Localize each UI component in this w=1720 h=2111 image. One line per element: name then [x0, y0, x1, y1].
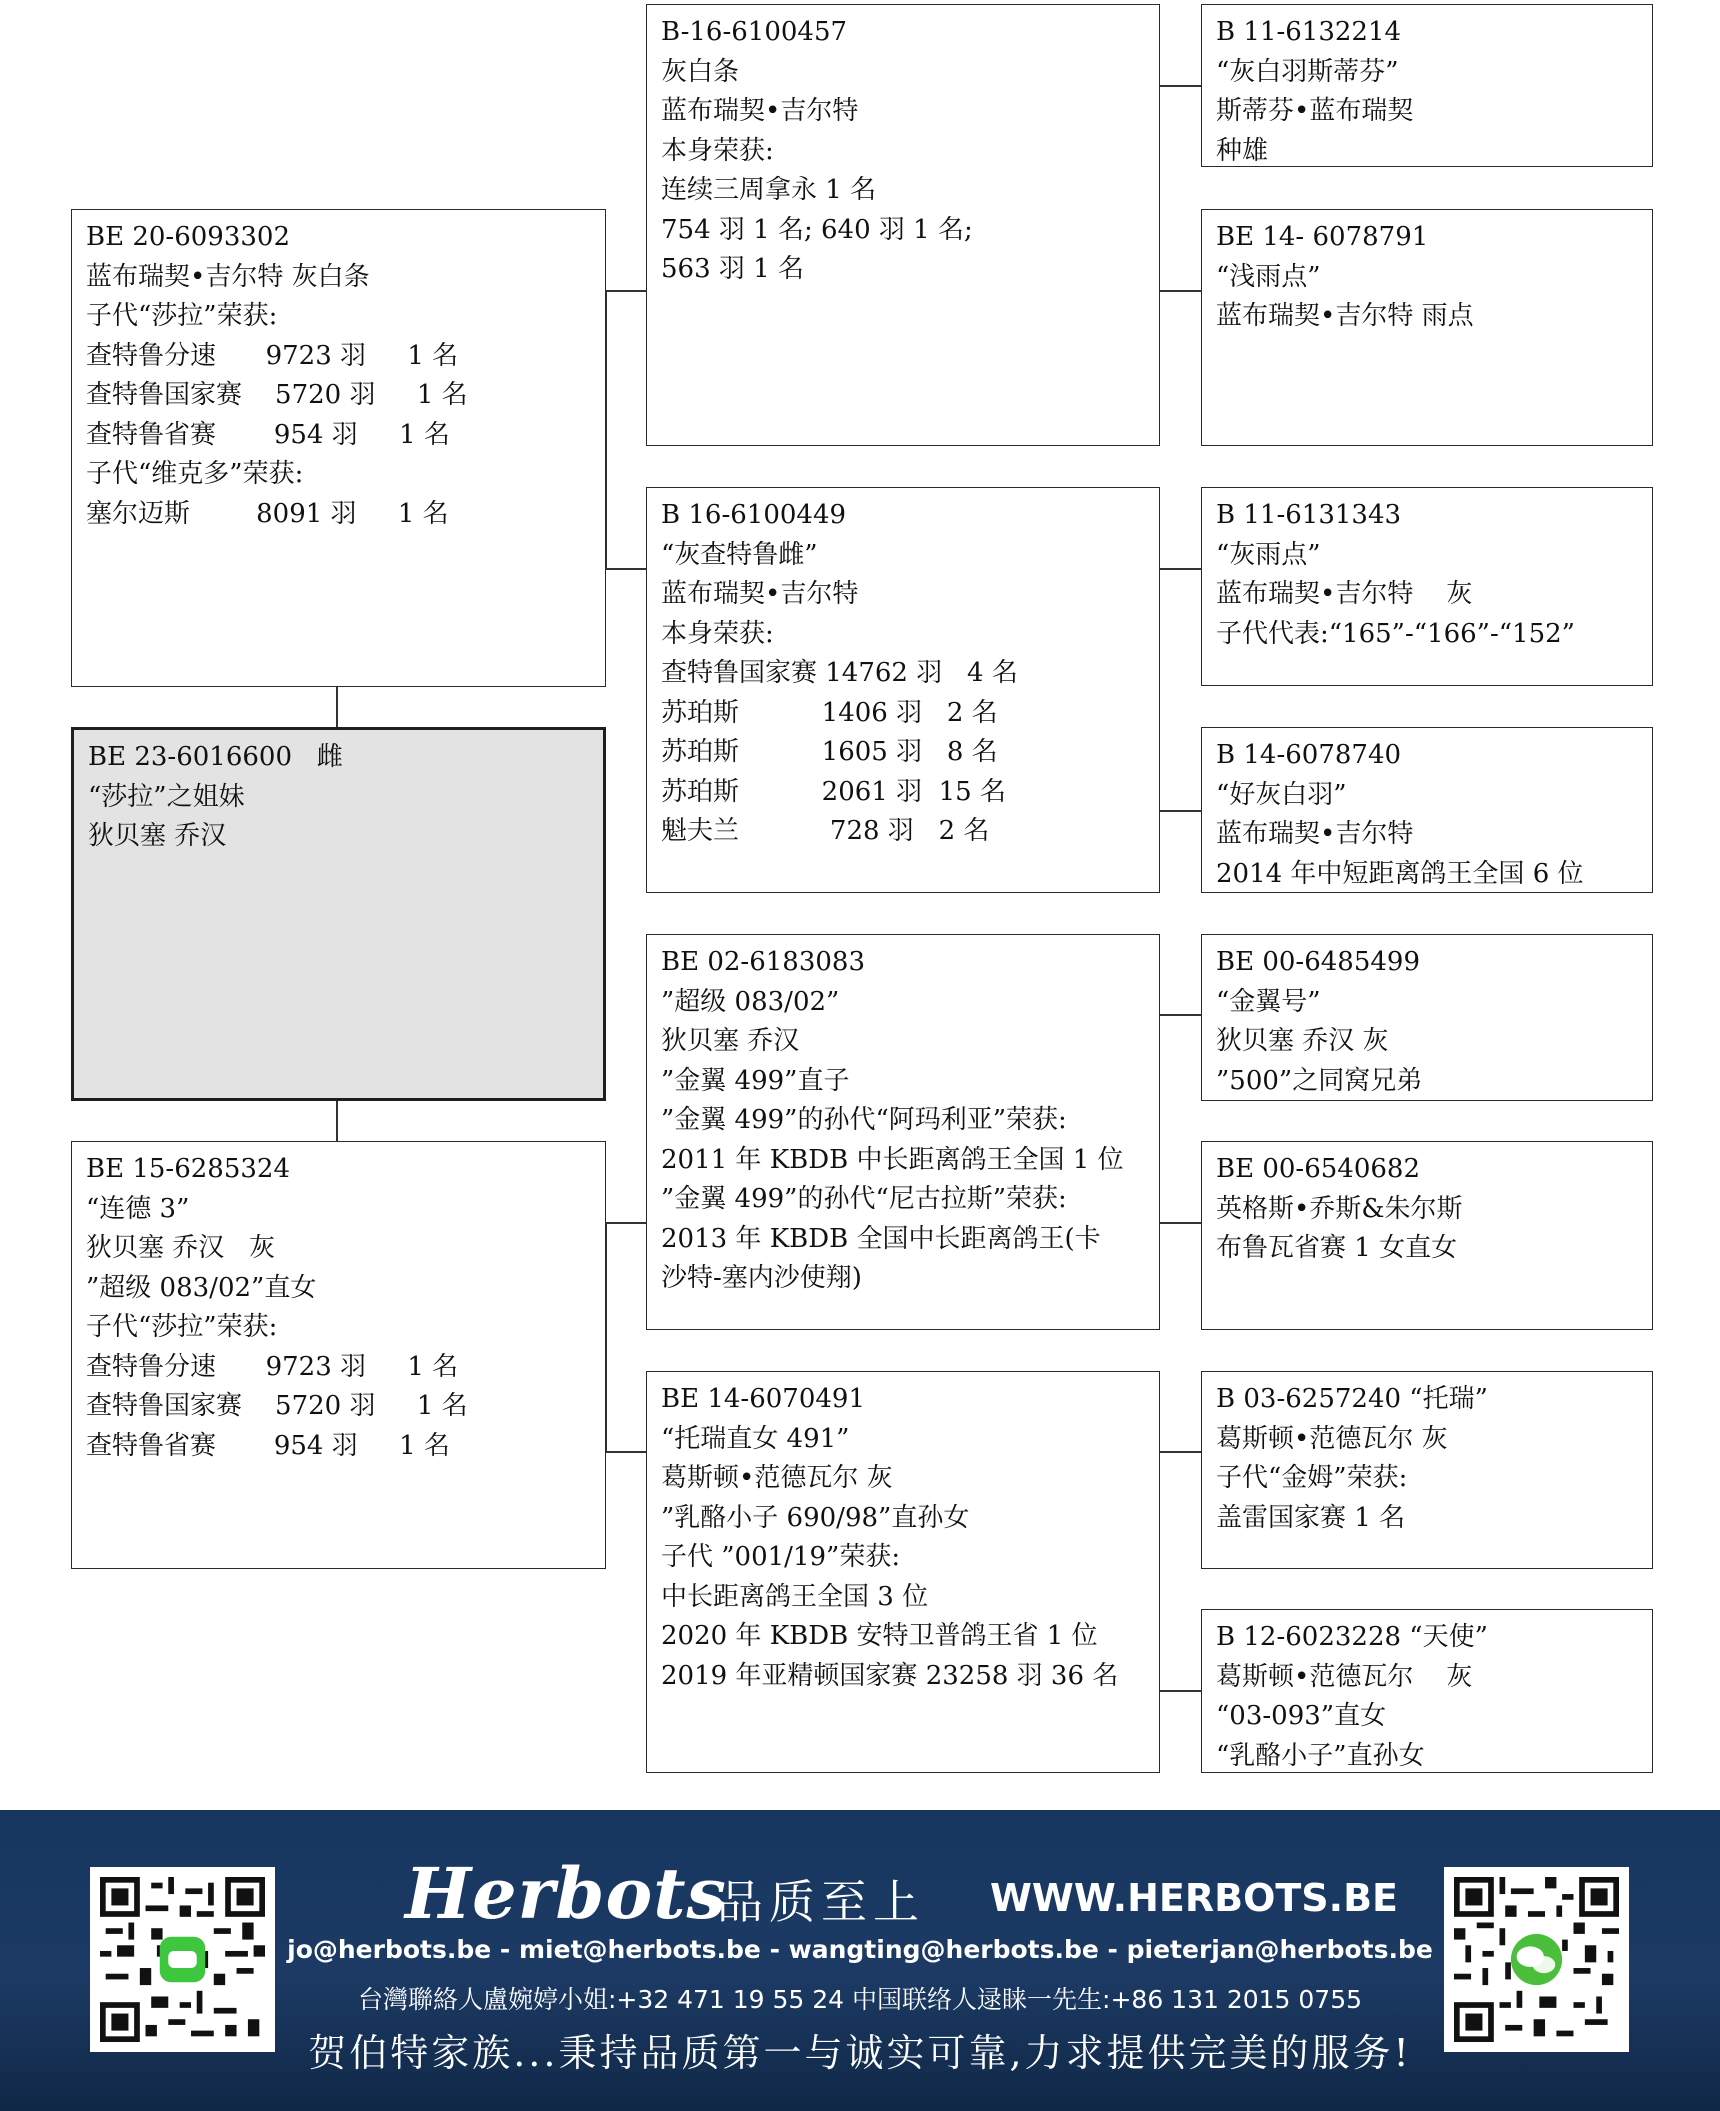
ring-number: B 14-6078740: [1216, 740, 1402, 770]
pedigree-line: 查特鲁分速 9723 羽 1 名: [86, 340, 459, 371]
pedigree-line: 本身荣获:: [661, 135, 774, 166]
connector: [1159, 1222, 1201, 1224]
pedigree-line: ”金翼 499”直子: [661, 1065, 850, 1096]
ring-number: BE 14- 6078791: [1216, 222, 1429, 252]
connector: [1159, 810, 1201, 812]
pedigree-line: “乳酪小子”直孙女: [1216, 1740, 1425, 1771]
ring-number: BE 02-6183083: [661, 947, 866, 977]
ds-sire-card: [1201, 934, 1653, 1101]
pedigree-line: 查特鲁省赛 954 羽 1 名: [86, 419, 450, 450]
pedigree-line: 蓝布瑞契•吉尔特: [661, 96, 859, 126]
sire-dam-card: [646, 487, 1160, 893]
dam-sire-card: [646, 934, 1160, 1330]
pedigree-line: 子代“莎拉”荣获:: [86, 301, 278, 331]
pedigree-line: 中长距离鸽王全国 3 位: [661, 1581, 929, 1612]
ring-number: BE 00-6485499: [1216, 947, 1421, 977]
sd-sire-card: [1201, 487, 1653, 686]
ds-dam-card: [1201, 1141, 1653, 1330]
pedigree-line: 查特鲁国家赛 14762 羽 4 名: [661, 658, 1018, 688]
subject-card: [71, 727, 606, 1101]
pedigree-line: 种雄: [1216, 135, 1269, 166]
pedigree-line: 塞尔迈斯 8091 羽 1 名: [86, 498, 449, 529]
pedigree-line: 狄贝塞 乔汉: [661, 1026, 800, 1056]
pedigree-line: 狄贝塞 乔汉 灰: [86, 1233, 276, 1263]
slogan: 品质至上: [717, 1875, 925, 1929]
sd-dam-card: [1201, 727, 1653, 893]
pedigree-line: 斯蒂芬•蓝布瑞契: [1216, 96, 1414, 126]
pedigree-line: 蓝布瑞契•吉尔特: [1216, 819, 1414, 849]
dd-sire-card: [1201, 1371, 1653, 1569]
pedigree-line: 2013 年 KBDB 全国中长距离鸽王(卡: [661, 1223, 1101, 1254]
pedigree-line: 狄贝塞 乔汉 灰: [1216, 1026, 1389, 1056]
ring-number: B 12-6023228 “天使”: [1216, 1622, 1488, 1652]
connector: [605, 1451, 646, 1453]
contact-numbers: 台灣聯絡人盧婉婷小姐:+32 471 19 55 24 中国联络人逯睐一先生:+86 131 2015 0755: [357, 1985, 1363, 2014]
pedigree-line: “灰查特鲁雌”: [661, 539, 818, 570]
pedigree-line: 苏珀斯 1406 羽 2 名: [661, 697, 998, 728]
connector: [605, 290, 646, 292]
pedigree-line: 查特鲁分速 9723 羽 1 名: [86, 1351, 459, 1382]
pedigree-line: “浅雨点”: [1216, 261, 1321, 292]
ring-number: B 11-6132214: [1216, 17, 1402, 47]
pedigree-line: 狄贝塞 乔汉: [88, 821, 227, 851]
pedigree-line: “金翼号”: [1216, 986, 1321, 1017]
pedigree-line: 2014 年中短距离鸽王全国 6 位: [1216, 858, 1584, 889]
dam-card: [71, 1141, 606, 1569]
pedigree-line: 英格斯•乔斯&朱尔斯: [1216, 1193, 1463, 1224]
pedigree-line: 葛斯顿•范德瓦尔 灰: [1216, 1661, 1473, 1692]
connector: [1159, 85, 1201, 87]
ring-number: B 03-6257240 “托瑞”: [1216, 1384, 1488, 1414]
sire-card: [71, 209, 606, 687]
tagline: 贺伯特家族...秉持品质第一与诚实可靠,力求提供完美的服务!: [308, 2031, 1412, 2075]
ss-dam-card: [1201, 209, 1653, 446]
pedigree-line: 2020 年 KBDB 安特卫普鸽王省 1 位: [661, 1621, 1098, 1651]
herbots-logo: Herbots: [405, 1852, 727, 1935]
pedigree-line: ”超级 083/02”: [661, 986, 840, 1017]
sire-sire-card: [646, 4, 1160, 446]
pedigree-line: 查特鲁国家赛 5720 羽 1 名: [86, 1391, 468, 1421]
ring-number: BE 15-6285324: [86, 1154, 291, 1184]
ring-number: B 11-6131343: [1216, 500, 1402, 530]
pedigree-line: 本身荣获:: [661, 618, 774, 649]
pedigree-line: 754 羽 1 名; 640 羽 1 名;: [661, 214, 973, 245]
email-list[interactable]: jo@herbots.be - miet@herbots.be - wangting@herbots.be - pieterjan@herbots.be: [287, 1935, 1433, 1964]
pedigree-line: “03-093”直女: [1216, 1701, 1387, 1731]
pedigree-line: “托瑞直女 491”: [661, 1423, 850, 1454]
ring-number: BE 20-6093302: [86, 222, 291, 252]
ring-number: B 16-6100449: [661, 500, 847, 530]
ring-number: BE 14-6070491: [661, 1384, 866, 1414]
pedigree-line: “连德 3”: [86, 1193, 190, 1224]
pedigree-line: 苏珀斯 1605 羽 8 名: [661, 737, 998, 767]
pedigree-line: 查特鲁国家赛 5720 羽 1 名: [86, 380, 468, 410]
pedigree-line: 灰白条: [661, 56, 740, 87]
pedigree-line: ”500”之同窝兄弟: [1216, 1065, 1423, 1096]
pedigree-line: 2019 年亚精顿国家赛 23258 羽 36 名: [661, 1660, 1119, 1691]
footer-banner: [0, 1810, 1720, 2111]
connector: [336, 1101, 338, 1141]
connector: [1159, 1451, 1201, 1453]
pedigree-line: 魁夫兰 728 羽 2 名: [661, 816, 990, 846]
pedigree-line: 子代“金姆”荣获:: [1216, 1463, 1408, 1493]
pedigree-line: 连续三周拿永 1 名: [661, 175, 877, 205]
connector: [1159, 290, 1201, 292]
ss-sire-card: [1201, 4, 1653, 167]
pedigree-line: 子代代表:“165”-“166”-“152”: [1216, 618, 1575, 649]
pedigree-line: 葛斯顿•范德瓦尔 灰: [1216, 1423, 1448, 1454]
pedigree-line: “莎拉”之姐妹: [88, 781, 245, 812]
connector: [1159, 568, 1201, 570]
pedigree-line: 盖雷国家赛 1 名: [1216, 1502, 1406, 1533]
brand-row: [405, 1852, 1399, 1935]
pedigree-line: 苏珀斯 2061 羽 15 名: [661, 776, 1006, 807]
pedigree-line: 蓝布瑞契•吉尔特: [661, 579, 859, 609]
connector: [605, 568, 646, 570]
connector: [1159, 1690, 1201, 1692]
pedigree-line: ”金翼 499”的孙代“尼古拉斯”荣获:: [661, 1184, 1067, 1214]
pedigree-line: 沙特-塞内沙使翔): [661, 1263, 862, 1293]
pedigree-line: 子代“维克多”荣获:: [86, 459, 304, 489]
website-link[interactable]: WWW.HERBOTS.BE: [990, 1876, 1399, 1920]
connector: [1159, 1014, 1201, 1016]
ring-number: BE 00-6540682: [1216, 1154, 1421, 1184]
pedigree-line: 子代 ”001/19”荣获:: [661, 1542, 901, 1572]
pedigree-line: “好灰白羽”: [1216, 779, 1347, 810]
pedigree-line: 蓝布瑞契•吉尔特 雨点: [1216, 301, 1474, 331]
dd-dam-card: [1201, 1609, 1653, 1773]
pedigree-line: ”乳酪小子 690/98”直孙女: [661, 1502, 970, 1533]
qr-pattern-right: [1454, 1877, 1619, 2042]
ring-number: BE 23-6016600 雌: [88, 742, 343, 772]
pedigree-line: 子代“莎拉”荣获:: [86, 1312, 278, 1342]
pedigree-line: 蓝布瑞契•吉尔特 灰白条: [86, 261, 370, 292]
pedigree-line: 蓝布瑞契•吉尔特 灰: [1216, 579, 1473, 609]
pedigree-line: “灰白羽斯蒂芬”: [1216, 56, 1399, 87]
pedigree-line: 查特鲁省赛 954 羽 1 名: [86, 1430, 450, 1461]
pedigree-line: 2011 年 KBDB 中长距离鸽王全国 1 位: [661, 1144, 1124, 1175]
pedigree-line: 563 羽 1 名: [661, 254, 804, 284]
connector: [336, 687, 338, 727]
pedigree-line: 布鲁瓦省赛 1 女直女: [1216, 1233, 1458, 1263]
pedigree-line: 葛斯顿•范德瓦尔 灰: [661, 1463, 893, 1493]
ring-number: B-16-6100457: [661, 17, 848, 47]
pedigree-line: “灰雨点”: [1216, 539, 1321, 570]
dam-dam-card: [646, 1371, 1160, 1773]
wechat-qr-code: [1444, 1867, 1629, 2052]
connector: [605, 1222, 646, 1224]
pedigree-line: ”超级 083/02”直女: [86, 1272, 317, 1303]
pedigree-line: ”金翼 499”的孙代“阿玛利亚”荣获:: [661, 1105, 1067, 1135]
